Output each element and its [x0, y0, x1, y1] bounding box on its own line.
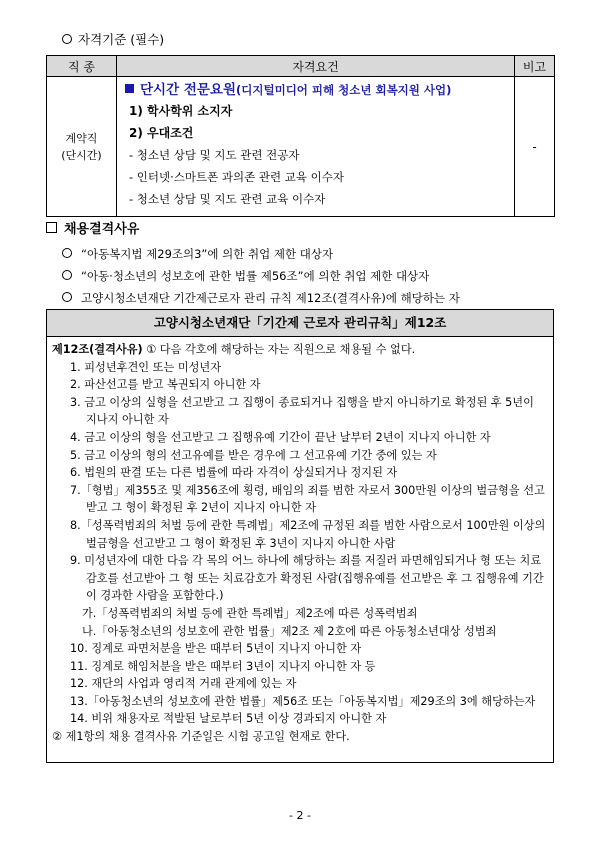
- regulation-item: 5. 금고 이상의 형의 선고유예를 받은 경우에 그 선고유예 기간 중에 있는 자: [70, 448, 437, 462]
- page-number: - 2 -: [289, 809, 311, 822]
- circle-bullet-icon: [62, 270, 72, 280]
- position-title: 단시간 전문요원(디지털미디어 피해 청소년 회복지원 사업): [125, 80, 510, 100]
- regulation-item: 1. 피성년후견인 또는 미성년자: [70, 360, 222, 374]
- square-bullet-icon: [125, 84, 134, 93]
- preferred-item: - 인터넷·스마트폰 과의존 관련 교육 이수자: [129, 170, 344, 184]
- disqualification-heading: 채용결격사유: [46, 218, 139, 237]
- regulation-body: [47, 337, 553, 746]
- regulation-sub-item: 가.「성폭력범죄의 처벌 등에 관한 특례법」제2조에 따른 성폭력범죄: [82, 606, 418, 620]
- regulation-item: 3. 금고 이상의 실형을 선고받고 그 집행이 종료되거나 집행을 받지 아니하기로 확정된 후 5년이 지나지 아니한 자: [70, 395, 534, 427]
- regulation-item: 6. 법원의 판결 또는 다른 법률에 따라 자격이 상실되거나 정지된 자: [70, 466, 398, 480]
- regulation-item: 8.「성폭력범죄의 처벌 등에 관한 특례법」제2조에 규정된 죄를 범한 사람으로서 100만원 이상의 벌금형을 선고받고 그 형이 확정된 후 3년이 지나지 아니한 사람: [70, 518, 546, 550]
- preferred-item: - 청소년 상담 및 지도 관련 교육 이수자: [129, 192, 326, 206]
- degree-requirement: 1) 학사학위 소지자: [129, 104, 233, 118]
- list-item: “아동복지법 제29조의3”에 의한 취업 제한 대상자: [62, 243, 460, 265]
- regulation-item: 7.「형법」제355조 및 제356조에 횡령, 배임의 죄를 범한 자로서 300만원 이상의 벌금형을 선고받고 그 형이 확정된 후 2년이 지나지 아니한 자: [70, 483, 545, 515]
- regulation-intro: 제12조(결격사유) ① 다음 각호에 해당하는 자는 직원으로 채용될 수 없다.: [52, 343, 416, 356]
- checkbox-bullet-icon: [46, 222, 57, 233]
- job-type-cell: 계약직 (단시간): [47, 77, 117, 217]
- preferred-heading: 2) 우대조건: [129, 126, 194, 140]
- regulation-item: 10. 징계로 파면처분을 받은 때부터 5년이 지나지 아니한 자: [70, 642, 362, 656]
- circle-bullet-icon: [62, 292, 72, 302]
- regulation-item: 11. 징계로 해임처분을 받은 때부터 3년이 지나지 아니한 자 등: [70, 659, 376, 673]
- regulation-item: 2. 파산선고를 받고 복권되지 아니한 자: [70, 378, 261, 392]
- list-item: “아동·청소년의 성보호에 관한 법률 제56조”에 의한 취업 제한 대상자: [62, 265, 460, 287]
- regulation-item: 14. 비위 채용자로 적발된 날로부터 5년 이상 경과되지 아니한 자: [70, 712, 387, 726]
- header-requirements: 자격요건: [117, 56, 515, 77]
- list-item: 고양시청소년재단 기간제근로자 관리 규칙 제12조(결격사유)에 해당하는 자: [62, 287, 460, 309]
- circle-bullet-icon: [62, 248, 72, 258]
- qualification-heading: 자격기준 (필수): [62, 30, 164, 48]
- regulation-item: 12. 재단의 사업과 영리적 거래 관계에 있는 자: [70, 677, 297, 691]
- requirements-cell: [117, 77, 515, 217]
- regulation-box: [46, 309, 554, 763]
- circle-bullet-icon: [62, 34, 72, 44]
- disqualification-list: [62, 243, 460, 309]
- header-note: 비고: [515, 56, 555, 77]
- regulation-closing: ② 제1항의 채용 결격사유 기준일은 시험 공고일 현재로 한다.: [52, 730, 350, 744]
- regulation-title: 고양시청소년재단「기간제 근로자 관리규칙」제12조: [47, 310, 553, 337]
- regulation-item: 9. 미성년자에 대한 다음 각 목의 어느 하나에 해당하는 죄를 저질러 파면해임되거나 형 또는 치료감호를 선고받아 그 형 또는 치료감호가 확정된 사람(집행유예를 선고받은 후 그 집행유예 기간이 경과한 사람을 포함한다.): [70, 554, 544, 603]
- regulation-sub-item: 나.「아동청소년의 성보호에 관한 법률」제2조 제 2호에 따른 아동청소년대상 성범죄: [82, 624, 497, 638]
- note-cell: -: [515, 77, 555, 217]
- qualification-table: [46, 55, 555, 217]
- preferred-item: - 청소년 상담 및 지도 관련 전공자: [129, 148, 300, 162]
- regulation-item: 4. 금고 이상의 형을 선고받고 그 집행유예 기간이 끝난 날부터 2년이 지나지 아니한 자: [70, 430, 491, 444]
- regulation-item: 13.「아동청소년의 성보호에 관한 법률」제56조 또는「아동복지법」제29조의 3에 해당하는자: [70, 694, 536, 708]
- header-job-type: 직 종: [47, 56, 117, 77]
